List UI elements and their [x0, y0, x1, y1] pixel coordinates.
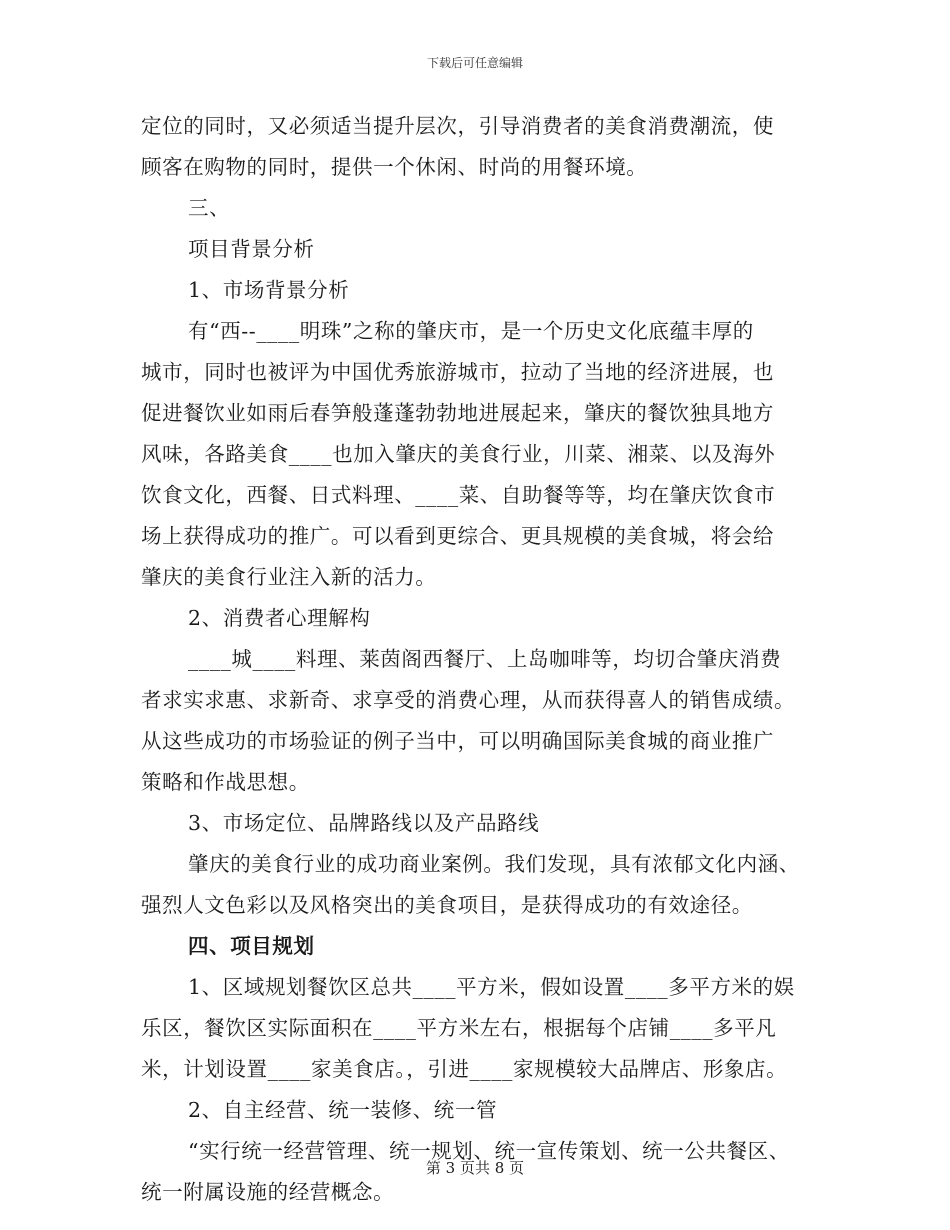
text-line: 1、市场背景分析: [188, 278, 350, 302]
text-line: 四、项目规划: [188, 934, 315, 958]
text-line: 从这些成功的市场验证的例子当中，可以明确国际美食城的商业推广: [141, 729, 774, 753]
text-line: 2、自主经营、统一装修、统一管: [188, 1098, 498, 1122]
text-line: 风味，各路美食____也加入肇庆的美食行业，川菜、湘菜、以及海外: [141, 442, 776, 466]
text-line: 促进餐饮业如雨后春笋般蓬蓬勃勃地进展起来，肇庆的餐饮独具地方: [141, 401, 774, 425]
text-line: 三、: [188, 196, 231, 220]
text-line: 定位的同时，又必须适当提升层次，引导消费者的美食消费潮流，使: [141, 114, 774, 138]
text-line: 者求实求惠、求新奇、求享受的消费心理，从而获得喜人的销售成绩。: [141, 688, 796, 712]
text-line: 1、区域规划餐饮区总共____平方米，假如设置____多平方米的娱: [188, 975, 795, 999]
text-line: “实行统一经营管理、统一规划、统一宣传策划、统一公共餐区、: [188, 1139, 790, 1163]
page-header: 下载后可任意编辑: [426, 56, 523, 70]
text-line: 顾客在购物的同时，提供一个休闲、时尚的用餐环境。: [141, 155, 648, 179]
text-line: 有“西--____明珠”之称的肇庆市，是一个历史文化底蕴丰厚的: [188, 319, 754, 343]
text-line: 城市，同时也被评为中国优秀旅游城市，拉动了当地的经济进展，也: [141, 360, 774, 384]
text-line: 场上获得成功的推广。可以看到更综合、更具规模的美食城，将会给: [141, 524, 774, 548]
text-line: 饮食文化，西餐、日式料理、____菜、自助餐等等，均在肇庆饮食市: [141, 483, 776, 507]
text-line: 乐区，餐饮区实际面积在____平方米左右，根据每个店铺____多平凡: [141, 1016, 777, 1040]
document-body: [141, 106, 809, 1213]
page-number: 第 3 页共 8 页: [425, 1159, 525, 1177]
text-line: ____城____料理、莱茵阁西餐厅、上岛咖啡等，均切合肇庆消费: [188, 647, 782, 671]
text-line: 肇庆的美食行业注入新的活力。: [141, 565, 437, 589]
text-line: 肇庆的美食行业的成功商业案例。我们发现，具有浓郁文化内涵、: [188, 852, 800, 876]
text-line: 3、市场定位、品牌路线以及产品路线: [188, 811, 540, 835]
text-line: 米，计划设置____家美食店。，引进____家规模较大品牌店、形象店。: [141, 1057, 788, 1081]
text-line: 2、消费者心理解构: [188, 606, 371, 630]
text-line: 统一附属设施的经营概念。: [141, 1180, 395, 1204]
text-line: 强烈人文色彩以及风格突出的美食项目，是获得成功的有效途径。: [141, 893, 753, 917]
text-line: 项目背景分析: [188, 237, 315, 261]
text-line: 策略和作战思想。: [141, 770, 310, 794]
